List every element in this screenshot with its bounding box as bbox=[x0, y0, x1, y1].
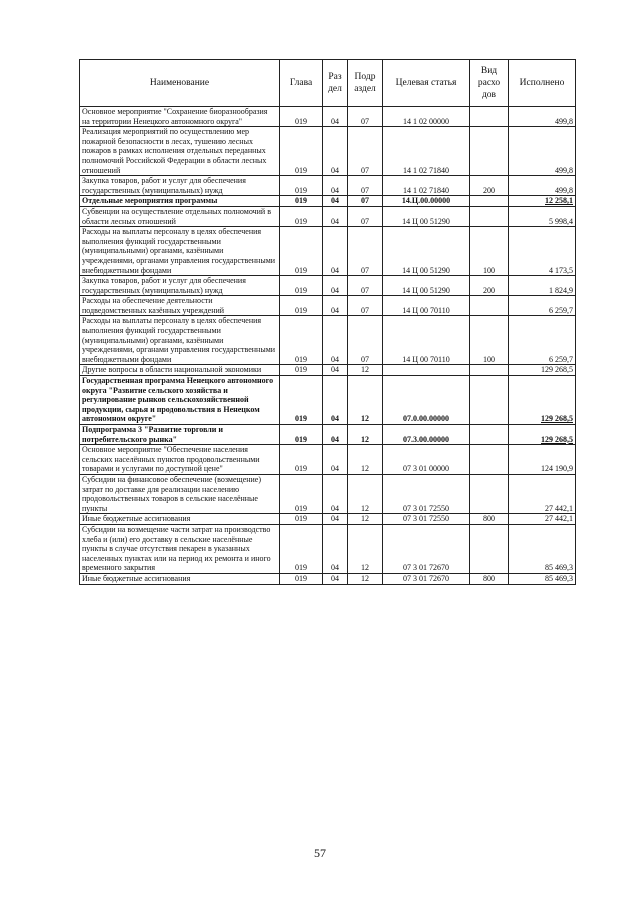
table-row bbox=[80, 514, 576, 525]
row-done: 6 259,7 bbox=[509, 296, 576, 316]
table-row bbox=[80, 474, 576, 513]
header-done: Исполнено bbox=[509, 60, 576, 107]
table-row bbox=[80, 524, 576, 573]
row-glava: 019 bbox=[280, 176, 323, 196]
row-target: 07 3 01 72670 bbox=[383, 573, 470, 584]
table-row bbox=[80, 425, 576, 445]
header-target: Целевая статья bbox=[383, 60, 470, 107]
header-name: Наименование bbox=[80, 60, 280, 107]
row-razdel: 04 bbox=[323, 196, 348, 207]
row-glava: 019 bbox=[280, 127, 323, 176]
row-done: 4 173,5 bbox=[509, 227, 576, 276]
row-target: 14 1 02 00000 bbox=[383, 107, 470, 127]
row-razdel: 04 bbox=[323, 107, 348, 127]
row-vid bbox=[470, 206, 509, 226]
table-row bbox=[80, 276, 576, 296]
row-target: 07.3.00.00000 bbox=[383, 425, 470, 445]
row-podrazdel: 07 bbox=[348, 316, 383, 365]
row-vid bbox=[470, 524, 509, 573]
table-row bbox=[80, 445, 576, 475]
row-podrazdel: 12 bbox=[348, 514, 383, 525]
row-podrazdel: 07 bbox=[348, 206, 383, 226]
row-glava: 019 bbox=[280, 206, 323, 226]
row-name: Государственная программа Ненецкого автономного округа "Развитие сельского хозяйства и регулирование рынков сельскохозяйственной продукции, сырья и продовольствия в Ненецком автономном округе" bbox=[80, 376, 280, 425]
row-vid bbox=[470, 474, 509, 513]
row-name: Расходы на выплаты персоналу в целях обеспечения выполнения функций государственными (муниципальными) органами, казёнными учреждениями, органами управления государственными внебюджетными фондами bbox=[80, 227, 280, 276]
row-glava: 019 bbox=[280, 445, 323, 475]
row-done: 12 258,1 bbox=[509, 196, 576, 207]
row-razdel: 04 bbox=[323, 316, 348, 365]
row-podrazdel: 12 bbox=[348, 524, 383, 573]
header-glava: Глава bbox=[280, 60, 323, 107]
table-row bbox=[80, 573, 576, 584]
row-done: 499,8 bbox=[509, 176, 576, 196]
row-done: 27 442,1 bbox=[509, 474, 576, 513]
row-razdel: 04 bbox=[323, 376, 348, 425]
row-name: Отдельные мероприятия программы bbox=[80, 196, 280, 207]
row-vid bbox=[470, 365, 509, 376]
row-done: 5 998,4 bbox=[509, 206, 576, 226]
row-done: 27 442,1 bbox=[509, 514, 576, 525]
row-done: 6 259,7 bbox=[509, 316, 576, 365]
row-vid: 100 bbox=[470, 227, 509, 276]
table-row bbox=[80, 127, 576, 176]
row-target: 14 1 02 71840 bbox=[383, 176, 470, 196]
row-target: 14 Ц 00 70110 bbox=[383, 316, 470, 365]
row-razdel: 04 bbox=[323, 425, 348, 445]
row-done: 129 268,5 bbox=[509, 425, 576, 445]
row-glava: 019 bbox=[280, 107, 323, 127]
row-glava: 019 bbox=[280, 276, 323, 296]
row-target: 14.Ц.00.00000 bbox=[383, 196, 470, 207]
table-row bbox=[80, 107, 576, 127]
row-razdel: 04 bbox=[323, 445, 348, 475]
row-vid bbox=[470, 296, 509, 316]
row-name: Основное мероприятие "Обеспечение населения сельских населённых пунктов продовольственными товарами и услугами по доступной цене" bbox=[80, 445, 280, 475]
row-vid bbox=[470, 107, 509, 127]
row-target: 14 Ц 00 51290 bbox=[383, 206, 470, 226]
row-name: Основное мероприятие "Сохранение биоразнообразия на территории Ненецкого автономного округа" bbox=[80, 107, 280, 127]
header-podrazdel: Подр аздел bbox=[348, 60, 383, 107]
header-vid: Вид расхо дов bbox=[470, 60, 509, 107]
budget-table bbox=[79, 59, 576, 585]
row-name: Расходы на выплаты персоналу в целях обеспечения выполнения функций государственными (муниципальными) органами, казёнными учреждениями, органами управления государственными внебюджетными фондами bbox=[80, 316, 280, 365]
row-vid bbox=[470, 425, 509, 445]
table-row bbox=[80, 176, 576, 196]
row-vid bbox=[470, 196, 509, 207]
row-podrazdel: 12 bbox=[348, 365, 383, 376]
table-header-row bbox=[80, 60, 576, 107]
row-glava: 019 bbox=[280, 376, 323, 425]
row-target bbox=[383, 365, 470, 376]
row-done: 124 190,9 bbox=[509, 445, 576, 475]
row-glava: 019 bbox=[280, 514, 323, 525]
table-row bbox=[80, 196, 576, 207]
row-glava: 019 bbox=[280, 196, 323, 207]
row-name: Субсидии на финансовое обеспечение (возмещение) затрат по доставке для реализации населению продовольственных товаров в сельские населённые пункты bbox=[80, 474, 280, 513]
row-glava: 019 bbox=[280, 524, 323, 573]
row-vid: 100 bbox=[470, 316, 509, 365]
table-row bbox=[80, 206, 576, 226]
header-razdel: Раз дел bbox=[323, 60, 348, 107]
row-name: Закупка товаров, работ и услуг для обеспечения государственных (муниципальных) нужд bbox=[80, 176, 280, 196]
row-razdel: 04 bbox=[323, 127, 348, 176]
row-target: 07 3 01 72550 bbox=[383, 474, 470, 513]
row-target: 14 1 02 71840 bbox=[383, 127, 470, 176]
row-done: 499,8 bbox=[509, 127, 576, 176]
row-razdel: 04 bbox=[323, 524, 348, 573]
table-row bbox=[80, 296, 576, 316]
row-glava: 019 bbox=[280, 573, 323, 584]
row-razdel: 04 bbox=[323, 514, 348, 525]
table-row bbox=[80, 365, 576, 376]
row-podrazdel: 12 bbox=[348, 474, 383, 513]
row-vid: 800 bbox=[470, 514, 509, 525]
row-target: 14 Ц 00 51290 bbox=[383, 276, 470, 296]
row-target: 14 Ц 00 51290 bbox=[383, 227, 470, 276]
row-razdel: 04 bbox=[323, 296, 348, 316]
row-podrazdel: 12 bbox=[348, 376, 383, 425]
row-podrazdel: 07 bbox=[348, 227, 383, 276]
row-name: Субсидии на возмещение части затрат на производство хлеба и (или) его доставку в сельские населённые пункты в случае отсутствия пекарен в указанных населенных пунктах или на период их ремонта и иного временного закрытия bbox=[80, 524, 280, 573]
row-glava: 019 bbox=[280, 425, 323, 445]
row-glava: 019 bbox=[280, 296, 323, 316]
row-done: 85 469,3 bbox=[509, 573, 576, 584]
row-done: 129 268,5 bbox=[509, 365, 576, 376]
row-glava: 019 bbox=[280, 227, 323, 276]
row-vid: 800 bbox=[470, 573, 509, 584]
row-done: 129 268,5 bbox=[509, 376, 576, 425]
row-glava: 019 bbox=[280, 474, 323, 513]
row-razdel: 04 bbox=[323, 276, 348, 296]
table-row bbox=[80, 376, 576, 425]
row-podrazdel: 07 bbox=[348, 196, 383, 207]
row-podrazdel: 07 bbox=[348, 107, 383, 127]
row-done: 499,8 bbox=[509, 107, 576, 127]
row-done: 85 469,3 bbox=[509, 524, 576, 573]
row-name: Подпрограмма 3 "Развитие торговли и потребительского рынка" bbox=[80, 425, 280, 445]
page-number: 57 bbox=[314, 846, 326, 860]
row-podrazdel: 12 bbox=[348, 425, 383, 445]
table-row bbox=[80, 316, 576, 365]
row-target: 07.0.00.00000 bbox=[383, 376, 470, 425]
row-podrazdel: 12 bbox=[348, 445, 383, 475]
row-glava: 019 bbox=[280, 365, 323, 376]
row-razdel: 04 bbox=[323, 365, 348, 376]
row-vid: 200 bbox=[470, 276, 509, 296]
row-name: Другие вопросы в области национальной экономики bbox=[80, 365, 280, 376]
row-vid bbox=[470, 127, 509, 176]
table-row bbox=[80, 227, 576, 276]
row-podrazdel: 07 bbox=[348, 176, 383, 196]
row-name: Расходы на обеспечение деятельности подведомственных казённых учреждений bbox=[80, 296, 280, 316]
row-podrazdel: 12 bbox=[348, 573, 383, 584]
row-glava: 019 bbox=[280, 316, 323, 365]
row-name: Иные бюджетные ассигнования bbox=[80, 514, 280, 525]
row-name: Реализация мероприятий по осуществлению мер пожарной безопасности в лесах, тушению лесных пожаров в рамках исполнения отдельных переданных полномочий Российской Федерации в области лесных отношений bbox=[80, 127, 280, 176]
row-vid bbox=[470, 445, 509, 475]
row-target: 07 3 01 00000 bbox=[383, 445, 470, 475]
row-razdel: 04 bbox=[323, 176, 348, 196]
row-vid bbox=[470, 376, 509, 425]
row-target: 14 Ц 00 70110 bbox=[383, 296, 470, 316]
row-podrazdel: 07 bbox=[348, 127, 383, 176]
row-name: Закупка товаров, работ и услуг для обеспечения государственных (муниципальных) нужд bbox=[80, 276, 280, 296]
row-podrazdel: 07 bbox=[348, 276, 383, 296]
row-name: Субвенции на осуществление отдельных полномочий в области лесных отношений bbox=[80, 206, 280, 226]
row-target: 07 3 01 72670 bbox=[383, 524, 470, 573]
row-name: Иные бюджетные ассигнования bbox=[80, 573, 280, 584]
row-vid: 200 bbox=[470, 176, 509, 196]
row-razdel: 04 bbox=[323, 206, 348, 226]
row-razdel: 04 bbox=[323, 474, 348, 513]
row-razdel: 04 bbox=[323, 227, 348, 276]
row-razdel: 04 bbox=[323, 573, 348, 584]
row-done: 1 824,9 bbox=[509, 276, 576, 296]
row-podrazdel: 07 bbox=[348, 296, 383, 316]
row-target: 07 3 01 72550 bbox=[383, 514, 470, 525]
